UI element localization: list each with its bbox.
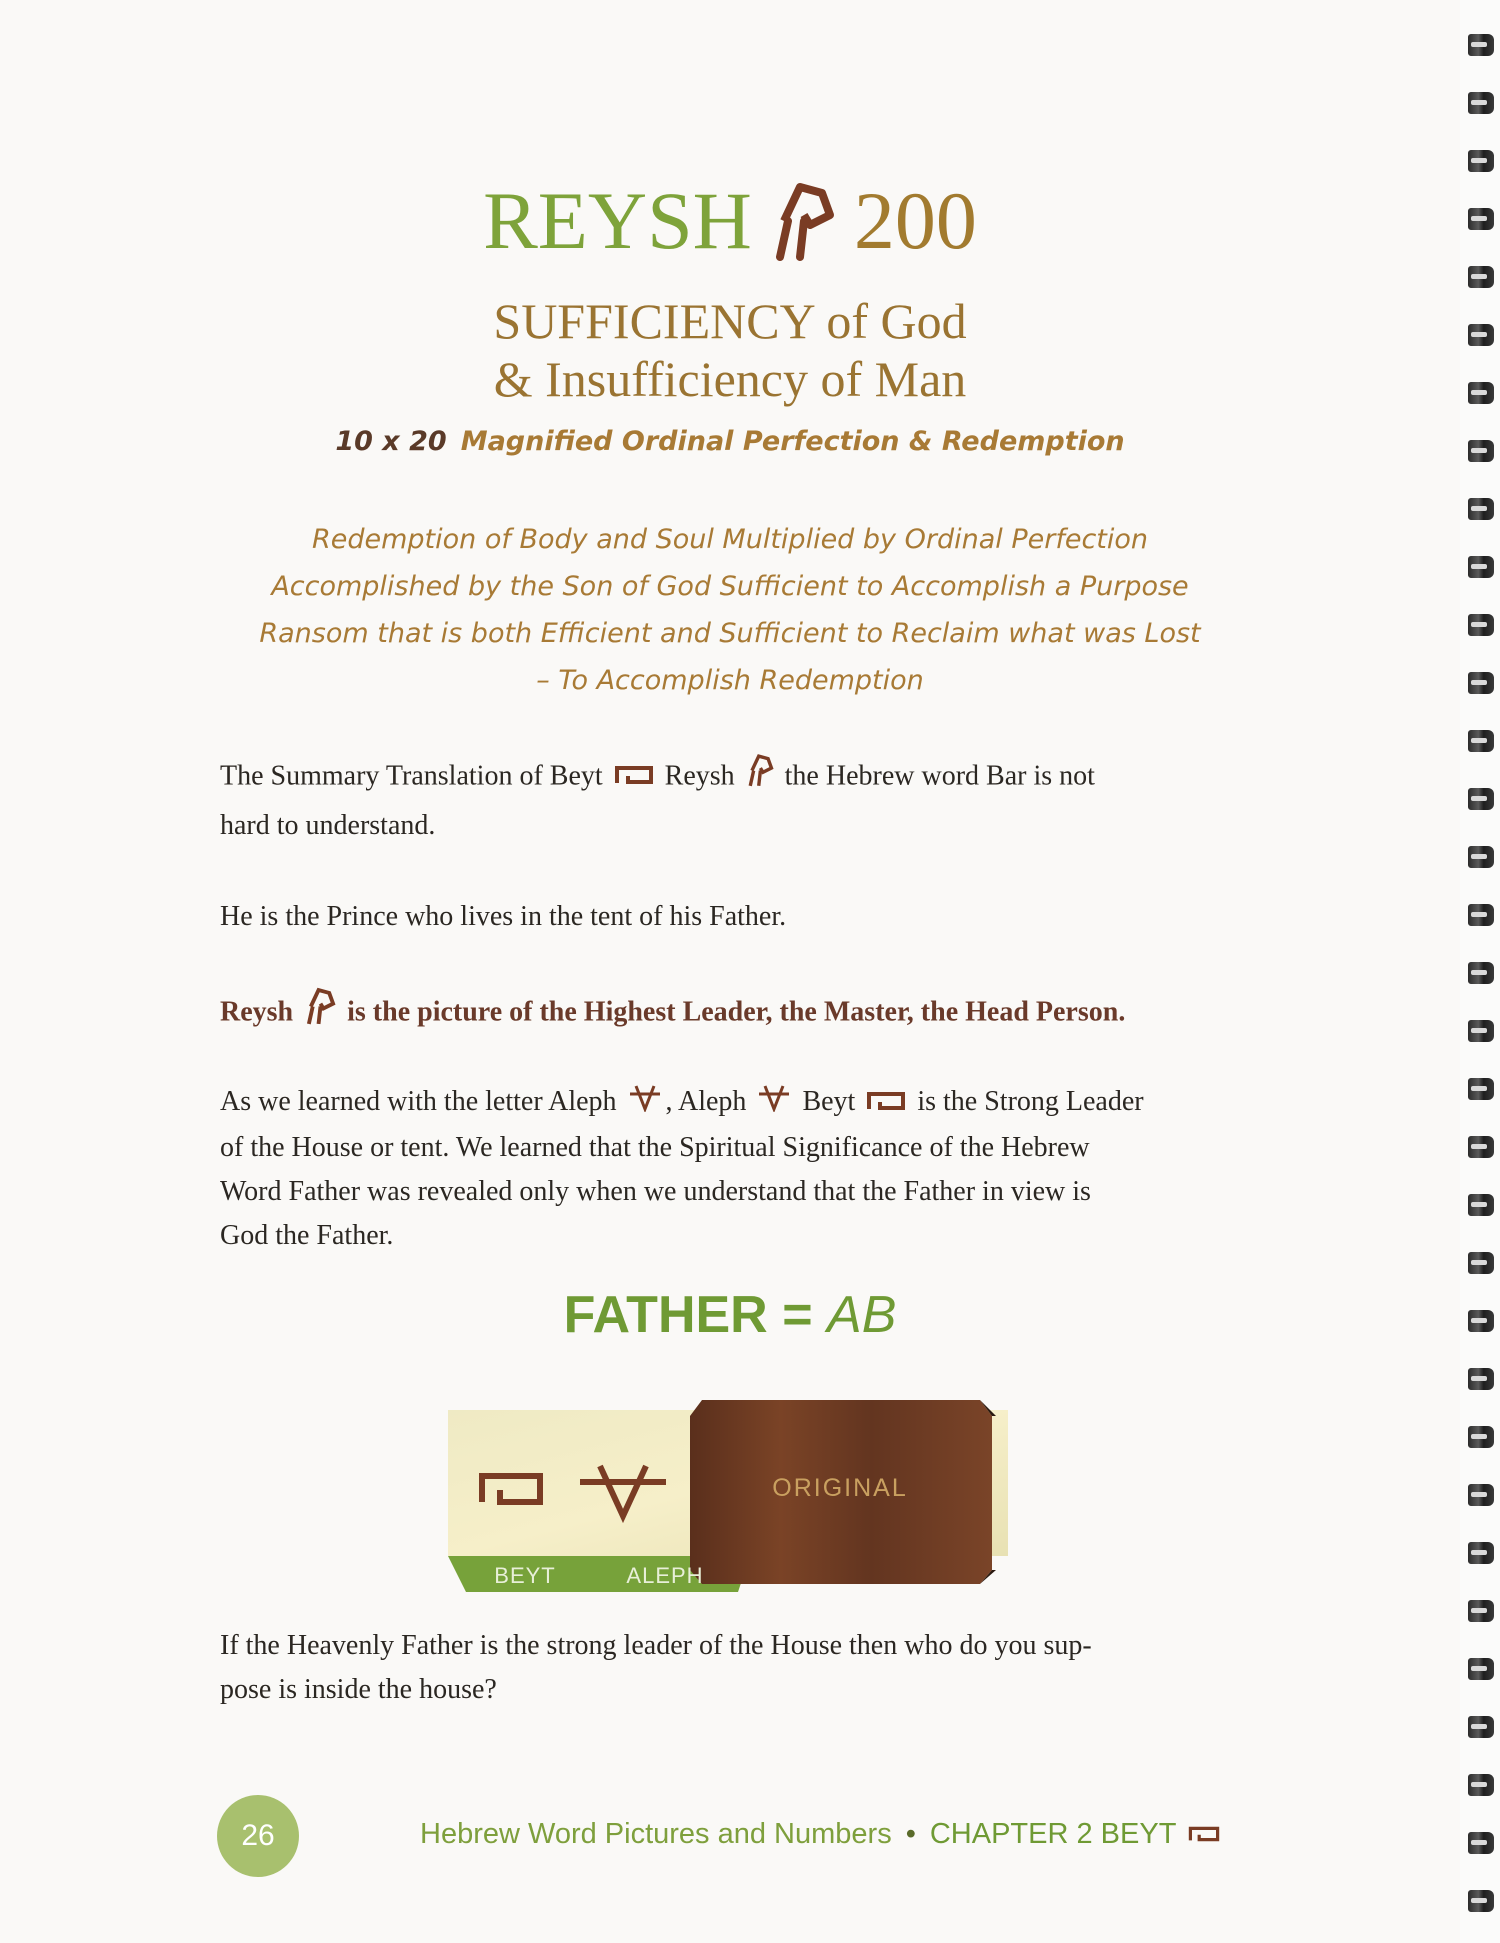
title-word: REYSH xyxy=(483,175,752,266)
tagline-description: Magnified Ordinal Perfection & Redemption xyxy=(460,426,1125,457)
paragraph-aleph-beyt xyxy=(220,1080,1260,1258)
title-number: 200 xyxy=(853,175,977,266)
binding-coil xyxy=(1468,1890,1494,1912)
heading-ab: AB xyxy=(827,1286,897,1344)
paragraph-summary-translation xyxy=(220,752,1260,848)
text: is the Strong Leader xyxy=(917,1086,1144,1117)
binding-coil xyxy=(1468,382,1494,404)
binding-coil xyxy=(1468,150,1494,172)
paragraph-question xyxy=(220,1624,1260,1712)
book-title: Hebrew Word Pictures and Numbers xyxy=(420,1818,892,1850)
tagline-multiplier: 10 x 20 xyxy=(335,426,447,457)
heading-word: FATHER xyxy=(563,1286,768,1344)
binding-coil xyxy=(1468,1658,1494,1680)
quote-line: – To Accomplish Redemption xyxy=(536,665,924,696)
page-number-badge: 26 xyxy=(217,1795,299,1877)
tagline xyxy=(0,426,1460,457)
text: Reysh xyxy=(220,996,294,1028)
reysh-glyph-icon xyxy=(770,181,836,277)
text: Reysh xyxy=(664,760,735,792)
text: hard to understand. xyxy=(220,810,436,841)
binding-coil xyxy=(1468,556,1494,578)
binding-coil xyxy=(1468,1194,1494,1216)
subtitle xyxy=(0,292,1460,408)
binding-coil xyxy=(1468,34,1494,56)
text: Word Father was revealed only when we understand that the Father in view is xyxy=(220,1175,1091,1207)
text: As we learned with the letter Aleph xyxy=(220,1086,617,1117)
italic-summary xyxy=(200,516,1260,704)
paragraph-prince: He is the Prince who lives in the tent of his Father. xyxy=(220,901,787,932)
text: the Hebrew word Bar is not xyxy=(784,760,1095,792)
reysh-glyph-icon xyxy=(746,752,774,804)
binding-coil xyxy=(1468,1426,1494,1448)
text: God the Father. xyxy=(220,1219,394,1251)
quote-line: Accomplished by the Son of God Sufficient to Accomplish a Purpose xyxy=(271,571,1189,602)
text: pose is inside the house? xyxy=(220,1674,497,1705)
aleph-glyph-icon xyxy=(757,1082,791,1126)
binding-coil xyxy=(1468,1774,1494,1796)
binding-coil xyxy=(1468,1020,1494,1042)
beyt-glyph-icon xyxy=(614,756,654,800)
text: is the picture of the Highest Leader, the Master, the Head Person. xyxy=(347,996,1126,1028)
footer-separator: • xyxy=(905,1818,916,1850)
original-label: ORIGINAL xyxy=(772,1474,908,1502)
binding-coil xyxy=(1468,498,1494,520)
spiral-binding xyxy=(1460,0,1500,1943)
aleph-glyph-icon xyxy=(628,1082,662,1126)
binding-coil xyxy=(1468,1136,1494,1158)
beyt-glyph-icon xyxy=(866,1082,906,1126)
binding-coil xyxy=(1468,440,1494,462)
binding-coil xyxy=(1468,1368,1494,1390)
binding-coil xyxy=(1468,1252,1494,1274)
binding-coil xyxy=(1468,614,1494,636)
subtitle-line-1: SUFFICIENCY of God xyxy=(493,293,967,349)
quote-line: Ransom that is both Efficient and Sufficient to Reclaim what was Lost xyxy=(259,618,1201,649)
running-footer xyxy=(420,1818,1224,1852)
binding-coil xyxy=(1468,788,1494,810)
binding-coil xyxy=(1468,1484,1494,1506)
aleph-label: ALEPH xyxy=(626,1563,704,1588)
reysh-glyph-icon xyxy=(304,985,336,1043)
text: If the Heavenly Father is the strong leader of the House then who do you sup- xyxy=(220,1630,1092,1661)
binding-coil xyxy=(1468,92,1494,114)
beyt-label: BEYT xyxy=(494,1563,556,1588)
chapter-label: CHAPTER 2 BEYT xyxy=(929,1818,1176,1850)
binding-coil xyxy=(1468,1600,1494,1622)
binding-coil xyxy=(1468,324,1494,346)
paragraph-reysh-leader xyxy=(220,985,1260,1043)
text: of the House or tent. We learned that the Spiritual Significance of the Hebrew xyxy=(220,1131,1090,1163)
text: Beyt xyxy=(802,1086,856,1117)
binding-coil xyxy=(1468,672,1494,694)
text: The Summary Translation of Beyt xyxy=(220,760,603,792)
binding-coil xyxy=(1468,730,1494,752)
page-title xyxy=(0,175,1460,277)
binding-coil xyxy=(1468,1078,1494,1100)
quote-line: Redemption of Body and Soul Multiplied by Ordinal Perfection xyxy=(311,524,1149,555)
binding-coil xyxy=(1468,1542,1494,1564)
binding-coil xyxy=(1468,962,1494,984)
beyt-glyph-icon xyxy=(1188,1819,1220,1852)
father-word-diagram xyxy=(440,1380,1020,1610)
heading-equals: = xyxy=(782,1286,813,1344)
text: , Aleph xyxy=(665,1086,747,1117)
subtitle-line-2: & Insufficiency of Man xyxy=(493,351,967,407)
binding-coil xyxy=(1468,208,1494,230)
binding-coil xyxy=(1468,266,1494,288)
binding-coil xyxy=(1468,904,1494,926)
binding-coil xyxy=(1468,1832,1494,1854)
binding-coil xyxy=(1468,1310,1494,1332)
father-ab-heading xyxy=(0,1285,1460,1345)
binding-coil xyxy=(1468,1716,1494,1738)
binding-coil xyxy=(1468,846,1494,868)
